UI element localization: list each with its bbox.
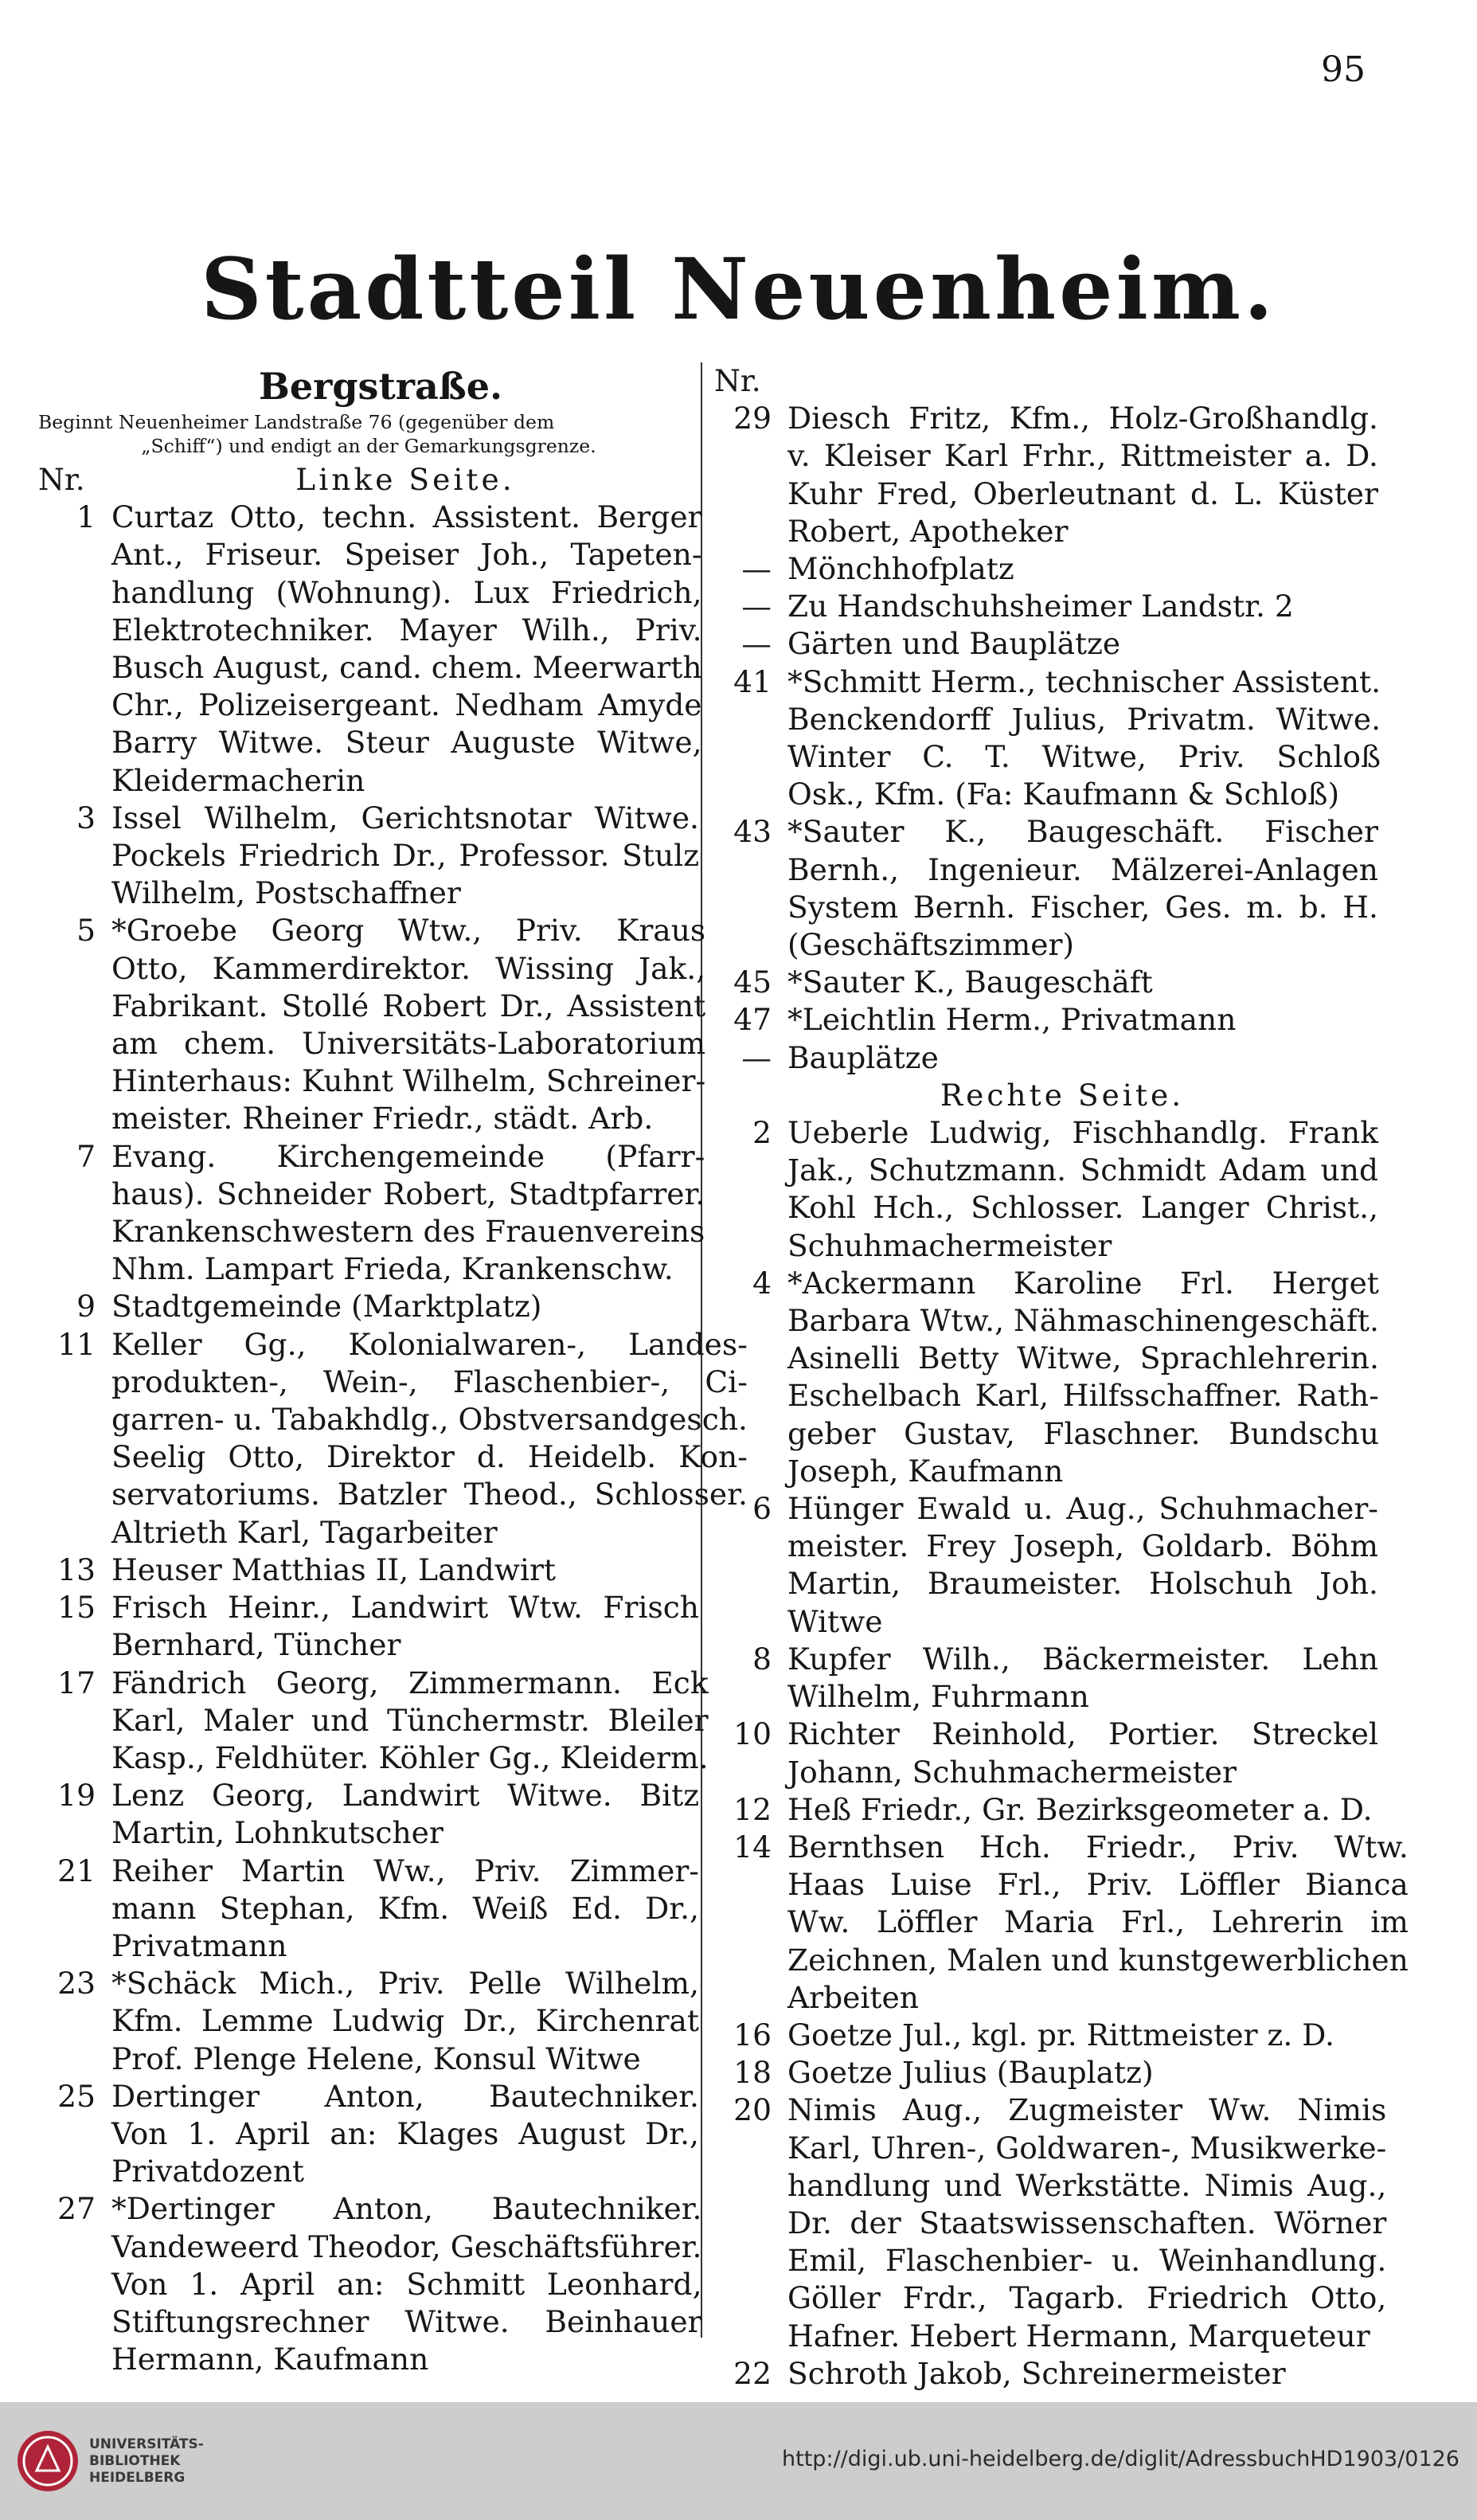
resident-text [787, 1829, 1409, 2017]
entry-line: Hinterhaus: Kuhnt Wilhelm, Schreiner- [111, 1063, 706, 1099]
side-label-right: Rechte Seite. [940, 1077, 1185, 1113]
resident-text [111, 1589, 699, 1664]
entry-line: Evang. Kirchengemeinde (Pfarr- [111, 1138, 705, 1174]
address-entry [714, 625, 1378, 663]
resident-text [787, 2355, 1378, 2393]
entry-line: Heß Friedr., Gr. Bezirksgeometer a. D. [787, 1791, 1373, 1827]
right-column [714, 362, 1409, 2393]
entry-line: Hafner. Hebert Hermann, Marqueteur [787, 2318, 1370, 2354]
left-column [38, 362, 748, 2378]
entry-line: Barry Witwe. Steur Auguste Witwe, [111, 725, 702, 761]
resident-text [111, 1853, 699, 1966]
university-seal-icon [14, 2428, 81, 2495]
house-number: 20 [733, 2092, 772, 2128]
entry-line: Mönchhofplatz [787, 551, 1014, 586]
entry-line: Busch August, cand. chem. Meerwarth [111, 650, 702, 686]
entry-line: Dertinger Anton, Bautechniker. [111, 2078, 699, 2114]
resident-text [787, 1716, 1378, 1790]
entry-line: servatoriums. Batzler Theod., Schlosser. [111, 1477, 748, 1512]
entry-line: Goetze Jul., kgl. pr. Rittmeister z. D. [787, 2017, 1334, 2052]
entry-line: Stiftungsrechner Witwe. Beinhauer [111, 2303, 702, 2339]
nr-label: Nr. [38, 462, 85, 497]
address-entry [714, 1114, 1378, 1265]
entry-line: Martin, Lohnkutscher [111, 1815, 443, 1851]
entry-line: Fändrich Georg, Zimmermann. Eck [111, 1665, 709, 1700]
entry-line: Eschelbach Karl, Hilfsschaffner. Rath- [787, 1378, 1379, 1414]
resident-text [111, 800, 699, 913]
address-entry [38, 1665, 709, 1778]
entry-line: Bauplätze [787, 1039, 939, 1075]
address-entry [38, 1965, 699, 2078]
entry-line: Elektrotechniker. Mayer Wilh., Priv. [111, 612, 702, 648]
address-entry [38, 2078, 699, 2191]
house-number: — [741, 1039, 772, 1075]
resident-text [787, 964, 1378, 1001]
entry-line: *Schmitt Herm., technischer Assistent. [787, 663, 1381, 699]
entry-line: Joseph, Kaufmann [787, 1453, 1064, 1489]
entry-line: Lenz Georg, Landwirt Witwe. Bitz [111, 1778, 699, 1814]
house-number: 41 [733, 663, 772, 699]
entry-line: Privatdozent [111, 2154, 305, 2189]
resident-text [787, 1791, 1378, 1829]
entry-line: Zu Handschuhsheimer Landstr. 2 [787, 589, 1294, 624]
entry-line: Schuhmachermeister [787, 1227, 1112, 1263]
entry-line: Keller Gg., Kolonialwaren-, Landes- [111, 1326, 748, 1362]
address-entry [714, 2355, 1378, 2393]
entry-line: Reiher Martin Ww., Priv. Zimmer- [111, 1853, 699, 1888]
entry-line: Asinelli Betty Witwe, Sprachlehrerin. [787, 1340, 1379, 1376]
entry-line: Witwe [787, 1603, 883, 1639]
house-number: 27 [57, 2191, 96, 2227]
entry-line: am chem. Universitäts-Laboratorium [111, 1026, 706, 1062]
entry-line: produkten-, Wein-, Flaschenbier-, Ci- [111, 1364, 748, 1399]
entry-line: Ant., Friseur. Speiser Joh., Tapeten- [111, 537, 702, 573]
entry-line: Osk., Kfm. (Fa: Kaufmann & Schloß) [787, 777, 1340, 812]
house-number: 14 [733, 1829, 772, 1865]
entry-line: Diesch Fritz, Kfm., Holz-Großhandlg. [787, 401, 1378, 436]
entry-line: Ueberle Ludwig, Fischhandlg. Frank [787, 1115, 1378, 1151]
house-number: 5 [76, 913, 96, 949]
address-entry [714, 1490, 1378, 1641]
address-entry [38, 800, 699, 913]
entry-line: *Ackermann Karoline Frl. Herget [787, 1265, 1379, 1301]
entry-line: Prof. Plenge Helene, Konsul Witwe [111, 2041, 641, 2076]
house-number: 7 [76, 1138, 96, 1174]
house-number: 19 [57, 1778, 96, 1814]
entry-line: Fabrikant. Stollé Robert Dr., Assistent [111, 988, 706, 1023]
street-note-line-2: „Schiff“) und endigt an der Gemarkungsgrenze. [141, 435, 596, 457]
entry-line: Winter C. T. Witwe, Priv. Schloß [787, 739, 1381, 775]
entry-line: geber Gustav, Flaschner. Bundschu [787, 1415, 1379, 1451]
resident-text [787, 2017, 1378, 2054]
resident-text [787, 1114, 1378, 1265]
house-number: 23 [57, 1966, 96, 2002]
resident-text [111, 1552, 699, 1589]
address-entry [714, 1716, 1378, 1790]
entry-line: Zeichnen, Malen und kunstgewerblichen [787, 1942, 1409, 1978]
resident-text [787, 2054, 1378, 2092]
entry-line: Bernhard, Tüncher [111, 1627, 401, 1663]
entry-line: Curtaz Otto, techn. Assistent. Berger [111, 499, 702, 535]
entry-line: mann Stephan, Kfm. Weiß Ed. Dr., [111, 1890, 699, 1926]
entry-line: Frisch Heinr., Landwirt Wtw. Frisch [111, 1590, 699, 1626]
entry-line: Hermann, Kaufmann [111, 2342, 429, 2377]
address-entry [38, 2190, 702, 2378]
address-entry [714, 1039, 1378, 1077]
resident-text [787, 400, 1378, 550]
entry-line: garren- u. Tabakhdlg., Obstversandgesch. [111, 1402, 748, 1438]
entry-line: Ww. Löffler Maria Frl., Lehrerin im [787, 1904, 1409, 1940]
resident-text [111, 1777, 699, 1852]
address-entry [714, 1265, 1378, 1490]
address-entry [38, 499, 702, 800]
source-url-link[interactable]: http://digi.ub.uni-heidelberg.de/diglit/AdressbuchHD1903/0126 [782, 2447, 1459, 2471]
logo-line-3: HEIDELBERG [89, 2469, 186, 2486]
house-number: 8 [752, 1641, 772, 1677]
house-number: — [741, 551, 772, 586]
entry-line: *Sauter K., Baugeschäft. Fischer [787, 814, 1378, 850]
entry-line: haus). Schneider Robert, Stadtpfarrer. [111, 1176, 705, 1211]
entry-line: Dr. der Staatswissenschaften. Wörner [787, 2205, 1387, 2240]
entry-line: Seelig Otto, Direktor d. Heidelb. Kon- [111, 1439, 748, 1475]
entry-line: Arbeiten [787, 1979, 919, 2015]
entry-line: Kasp., Feldhüter. Köhler Gg., Kleiderm. [111, 1739, 709, 1775]
entry-line: Richter Reinhold, Portier. Streckel [787, 1716, 1378, 1752]
address-entry [714, 1829, 1409, 2017]
resident-text [787, 663, 1381, 814]
house-number: 12 [733, 1791, 772, 1827]
entry-line: *Schäck Mich., Priv. Pelle Wilhelm, [111, 1966, 699, 2002]
house-number: 22 [733, 2355, 772, 2391]
house-number: 16 [733, 2017, 772, 2052]
address-entry [714, 1791, 1378, 1829]
address-entry [38, 1326, 748, 1552]
house-number: 43 [733, 814, 772, 850]
house-number: 45 [733, 965, 772, 1000]
right-entry-list-top [714, 400, 1381, 1077]
house-number: 15 [57, 1590, 96, 1626]
entry-line: handlung (Wohnung). Lux Friedrich, [111, 574, 702, 610]
house-number: 10 [733, 1716, 772, 1752]
entry-line: Otto, Kammerdirektor. Wissing Jak., [111, 950, 706, 986]
resident-text [111, 1138, 705, 1289]
entry-line: Emil, Flaschenbier- u. Weinhandlung. [787, 2243, 1387, 2279]
house-number: 9 [76, 1289, 96, 1325]
resident-text [787, 1001, 1378, 1039]
house-number: 3 [76, 800, 96, 835]
address-entry [38, 1288, 699, 1325]
entry-line: Robert, Apotheker [787, 513, 1069, 549]
entry-line: Privatmann [111, 1927, 287, 1963]
entry-line: Pockels Friedrich Dr., Professor. Stulz [111, 838, 699, 874]
entry-line: Haas Luise Frl., Priv. Löffler Bianca [787, 1867, 1409, 1903]
house-number: 17 [57, 1665, 96, 1700]
address-entry [714, 588, 1378, 625]
address-entry [38, 1777, 699, 1852]
address-entry [714, 813, 1378, 964]
entry-line: Vandeweerd Theodor, Geschäftsführer. [111, 2228, 702, 2264]
resident-text [111, 912, 705, 1137]
address-entry [714, 1641, 1378, 1716]
entry-line: Karl, Maler und Tünchermstr. Bleiler [111, 1702, 709, 1738]
resident-text [111, 1665, 709, 1778]
entry-line: Kupfer Wilh., Bäckermeister. Lehn [787, 1641, 1378, 1677]
house-number: — [741, 589, 772, 624]
address-entry [38, 1138, 705, 1289]
address-entry [714, 2017, 1378, 2054]
house-number: 21 [57, 1853, 96, 1888]
entry-line: (Geschäftszimmer) [787, 927, 1075, 963]
address-entry [714, 2092, 1387, 2354]
entry-line: System Bernh. Fischer, Ges. m. b. H. [787, 889, 1378, 925]
resident-text [111, 2078, 699, 2191]
resident-text [111, 1965, 699, 2078]
right-entry-list-bottom [714, 1114, 1409, 2393]
house-number: 25 [57, 2078, 96, 2114]
address-entry [38, 912, 706, 1137]
resident-text [787, 625, 1378, 663]
left-column-header [38, 461, 699, 499]
page-number: 95 [1321, 49, 1366, 90]
entry-line: Kuhr Fred, Oberleutnant d. L. Küster [787, 475, 1378, 511]
street-title: Bergstraße. [259, 365, 502, 408]
entry-line: Johann, Schuhmachermeister [787, 1754, 1237, 1790]
resident-text [787, 813, 1378, 964]
entry-line: Kleidermacherin [111, 762, 365, 798]
entry-line: Martin, Braumeister. Holschuh Joh. [787, 1566, 1378, 1602]
resident-text [787, 1265, 1379, 1490]
entry-line: Wilhelm, Postschaffner [111, 875, 461, 911]
entry-line: Kohl Hch., Schlosser. Langer Christ., [787, 1190, 1378, 1226]
address-entry [714, 550, 1378, 588]
house-number: 11 [57, 1326, 96, 1362]
resident-text [787, 550, 1378, 588]
entry-line: *Dertinger Anton, Bautechniker. [111, 2191, 702, 2227]
entry-line: meister. Frey Joseph, Goldarb. Böhm [787, 1528, 1378, 1564]
resident-text [111, 2190, 702, 2378]
house-number: 18 [733, 2055, 772, 2091]
entry-line: Gärten und Bauplätze [787, 626, 1121, 662]
entry-line: Hünger Ewald u. Aug., Schuhmacher- [787, 1491, 1378, 1527]
library-logo[interactable] [14, 2428, 204, 2495]
logo-text [89, 2436, 204, 2487]
address-entry [38, 1552, 699, 1589]
address-entry [714, 1001, 1378, 1039]
resident-text [787, 588, 1378, 625]
resident-text [111, 1288, 699, 1325]
resident-text [111, 1326, 748, 1552]
entry-line: Nhm. Lampart Frieda, Krankenschw. [111, 1251, 674, 1287]
address-entry [38, 1853, 699, 1966]
entry-line: Bernh., Ingenieur. Mälzerei-Anlagen [787, 851, 1378, 887]
entry-line: Heuser Matthias II, Landwirt [111, 1552, 557, 1587]
entry-line: Krankenschwestern des Frauenvereins [111, 1214, 705, 1250]
address-entry [714, 400, 1378, 550]
entry-line: *Groebe Georg Wtw., Priv. Kraus [111, 913, 706, 949]
entry-line: Von 1. April an: Schmitt Leonhard, [111, 2266, 702, 2302]
logo-line-2: BIBLIOTHEK [89, 2452, 181, 2469]
entry-line: Bernthsen Hch. Friedr., Priv. Wtw. [787, 1829, 1409, 1865]
entry-line: Jak., Schutzmann. Schmidt Adam und [787, 1152, 1378, 1188]
address-entry [714, 964, 1378, 1001]
resident-text [787, 1490, 1378, 1641]
logo-line-1: UNIVERSITÄTS- [89, 2436, 204, 2452]
side-label-left: Linke Seite. [295, 462, 515, 497]
entry-line: Göller Frdr., Tagarb. Friedrich Otto, [787, 2280, 1387, 2316]
entry-line: Benckendorff Julius, Privatm. Witwe. [787, 701, 1381, 737]
entry-line: *Leichtlin Herm., Privatmann [787, 1002, 1237, 1038]
house-number: 6 [752, 1491, 772, 1527]
street-note-line-1: Beginnt Neuenheimer Landstraße 76 (gegenüber dem [38, 411, 555, 433]
entry-line: Von 1. April an: Klages August Dr., [111, 2115, 699, 2151]
address-entry [714, 663, 1381, 814]
left-entry-list [38, 499, 748, 2378]
nr-label: Nr. [714, 363, 761, 398]
resident-text [111, 499, 702, 800]
entry-line: Nimis Aug., Zugmeister Ww. Nimis [787, 2092, 1387, 2128]
house-number: 2 [752, 1115, 772, 1151]
house-number: 29 [733, 401, 772, 436]
entry-line: v. Kleiser Karl Frhr., Rittmeister a. D. [787, 438, 1378, 474]
page-title: Stadtteil Neuenheim. [201, 239, 1276, 338]
entry-line: Wilhelm, Fuhrmann [787, 1679, 1089, 1715]
resident-text [787, 2092, 1386, 2354]
entry-line: Issel Wilhelm, Gerichtsnotar Witwe. [111, 800, 699, 835]
entry-line: meister. Rheiner Friedr., städt. Arb. [111, 1101, 654, 1137]
entry-line: Altrieth Karl, Tagarbeiter [111, 1514, 498, 1550]
house-number: 47 [733, 1002, 772, 1038]
house-number: 13 [57, 1552, 96, 1587]
entry-line: Barbara Wtw., Nähmaschinengeschäft. [787, 1303, 1379, 1339]
entry-line: *Sauter K., Baugeschäft [787, 965, 1153, 1000]
entry-line: Chr., Polizeisergeant. Nedham Amyde [111, 687, 702, 723]
address-entry [714, 2054, 1378, 2092]
resident-text [787, 1039, 1378, 1077]
address-entry [38, 1589, 699, 1664]
house-number: — [741, 626, 772, 662]
entry-line: Schroth Jakob, Schreinermeister [787, 2355, 1286, 2391]
entry-line: handlung und Werkstätte. Nimis Aug., [787, 2167, 1387, 2203]
house-number: 4 [752, 1265, 772, 1301]
entry-line: Kfm. Lemme Ludwig Dr., Kirchenrat [111, 2003, 699, 2039]
entry-line: Goetze Julius (Bauplatz) [787, 2055, 1154, 2091]
house-number: 1 [76, 499, 96, 535]
entry-line: Karl, Uhren-, Goldwaren-, Musikwerke- [787, 2130, 1387, 2166]
resident-text [787, 1641, 1378, 1716]
entry-line: Stadtgemeinde (Marktplatz) [111, 1289, 542, 1325]
